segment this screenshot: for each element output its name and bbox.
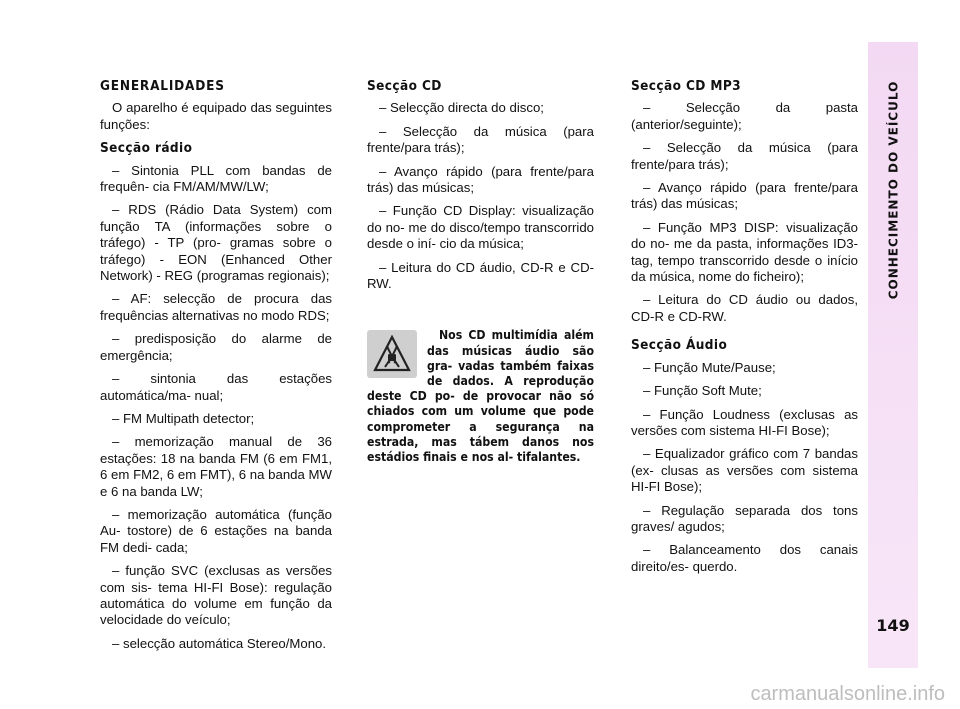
list-item: – Equalizador gráfico com 7 bandas (ex- clusas as versões com sistema HI-FI Bose); — [631, 446, 858, 495]
list-item: – Selecção da música (para frente/para trás); — [367, 123, 594, 156]
list-item: – selecção automática Stereo/Mono. — [112, 635, 327, 651]
list-item: – Selecção directa do disco; — [379, 100, 544, 116]
list-item: – Função Mute/Pause; — [643, 359, 776, 375]
road-hazard-icon — [367, 330, 417, 378]
list-item: – memorização manual de 36 estações: 18 na banda FM (6 em FM1, 6 em FM2, 6 em FMT), 6 na banda MW e 6 na banda LW; — [100, 434, 332, 499]
warning-text: Nos CD multimídia além das músicas áudio são gra- vadas também faixas de dados. A reprodução deste CD po- de provocar não só chiados com um volume que pode comprometer a segurança na estrada, mas tábem danos nos estádios finais e nos al- tifalantes. — [367, 328, 594, 465]
list-item: – Selecção da pasta (anterior/seguinte); — [631, 100, 858, 132]
list-item: – Função MP3 DISP: visualização do no- me da pasta, informações ID3-tag, tempo transcorrido desde o início da música, nome do ficheiro); — [631, 219, 858, 285]
list-item: – Função Loudness (exclusas as versões com sistema HI-FI Bose); — [631, 406, 858, 438]
column-general — [100, 78, 332, 659]
column-mp3-audio — [631, 78, 858, 582]
list-item: – memorização automática (função Au- tostore) de 6 estações na banda FM dedi- cada; — [100, 506, 332, 555]
chapter-title-text: CONHECIMENTO DO VEÍCULO — [886, 80, 901, 300]
list-item: – Selecção da música (para frente/para trás); — [631, 140, 858, 172]
list-item: – RDS (Rádio Data System) com função TA (informações sobre o tráfego) - TP (pro- gramas sobre o tráfego) - EON (Enhanced Other Network) - REG (programas regionais); — [100, 202, 332, 284]
heading-cd-section: Secção CD — [367, 78, 442, 94]
heading-audio-section: Secção Áudio — [631, 337, 728, 354]
list-item: – Função Soft Mute; — [643, 383, 762, 399]
list-item: – Leitura do CD áudio ou dados, CD-R e CD-RW. — [631, 292, 858, 324]
list-item: – função SVC (exclusas as versões com sis- tema HI-FI Bose): regulação automática do volume em função da velocidade do veículo; — [100, 563, 332, 628]
list-item: – Avanço rápido (para frente/para trás) das músicas; — [367, 163, 594, 196]
watermark: carmanualsonline.info — [750, 683, 945, 705]
column-cd — [367, 78, 594, 472]
heading-generalidades: GENERALIDADES — [100, 78, 225, 94]
list-item: – Balanceamento dos canais direito/es- querdo. — [631, 542, 858, 574]
list-item: – Sintonia PLL com bandas de frequên- cia FM/AM/MW/LW; — [100, 162, 332, 195]
list-item: – AF: selecção de procura das frequências alternativas no modo RDS; — [100, 291, 332, 323]
heading-cd-mp3-section: Secção CD MP3 — [631, 78, 742, 94]
list-item: – Regulação separada dos tons graves/ agudos; — [631, 502, 858, 534]
list-item: – Função CD Display: visualização do no- me do disco/tempo transcorrido desde o iní- cio da música; — [367, 203, 594, 252]
list-item: – FM Multipath detector; — [112, 410, 255, 426]
intro-paragraph: O aparelho é equipado das seguintes funções: — [100, 100, 332, 132]
heading-radio-section: Secção rádio — [100, 140, 193, 157]
list-item: – Leitura do CD áudio, CD-R e CD-RW. — [367, 259, 594, 292]
page-number: 149 — [876, 616, 910, 635]
list-item: – predisposição do alarme de emergência; — [100, 331, 332, 363]
list-item: – Avanço rápido (para frente/para trás) das músicas; — [631, 180, 858, 212]
warning-note — [367, 328, 594, 465]
list-item: – sintonia das estações automática/ma- nual; — [100, 371, 332, 403]
chapter-title — [876, 80, 910, 300]
